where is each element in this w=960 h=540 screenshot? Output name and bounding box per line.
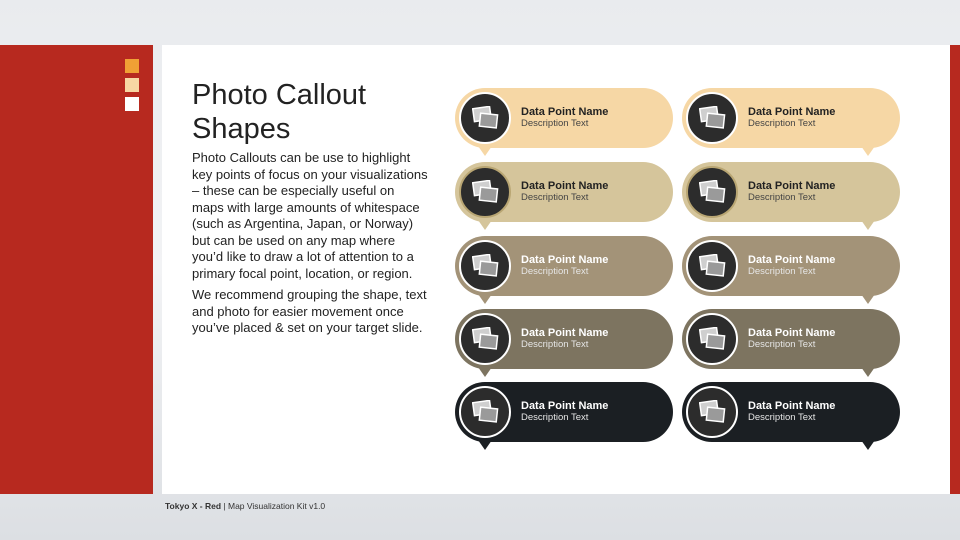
callout-tail xyxy=(478,146,492,156)
body-paragraph-2: We recommend grouping the shape, text and photo for easier movement once you’ve placed & set on your target slide. xyxy=(192,287,427,335)
callout-2[interactable] xyxy=(455,162,673,222)
photo-icon xyxy=(459,240,511,292)
data-point-name: Data Point Name xyxy=(521,180,609,192)
description-text: Description Text xyxy=(521,412,589,423)
data-point-name: Data Point Name xyxy=(748,254,836,266)
photo-icon xyxy=(459,313,511,365)
photo-icon xyxy=(686,92,738,144)
photo-icon xyxy=(686,240,738,292)
callout-9[interactable] xyxy=(682,309,900,369)
data-point-name: Data Point Name xyxy=(748,327,836,339)
footer-brand: Tokyo X - Red xyxy=(165,501,222,511)
callout-10[interactable] xyxy=(682,382,900,442)
footer-separator: | xyxy=(221,501,228,511)
title-line-1: Photo Callout xyxy=(192,79,367,111)
description-text: Description Text xyxy=(748,118,816,129)
data-point-name: Data Point Name xyxy=(748,106,836,118)
body-paragraph-1: Photo Callouts can be use to highlight key points of focus on your visualizations – these can be especially useful on maps with large amounts of whitespace (such as Argentina, Japan, or Norway) but can be used on any map where you’d like to draw a lot of attention to a primary focal point, location, or region. xyxy=(192,150,428,281)
description-text: Description Text xyxy=(748,339,816,350)
callout-tail xyxy=(861,367,875,377)
left-red-bar xyxy=(0,45,153,494)
callout-tail xyxy=(478,294,492,304)
description-text: Description Text xyxy=(748,192,816,203)
callout-tail xyxy=(861,440,875,450)
photo-icon xyxy=(459,386,511,438)
callout-6[interactable] xyxy=(682,88,900,148)
callout-3[interactable] xyxy=(455,236,673,296)
description-text: Description Text xyxy=(521,266,589,277)
data-point-name: Data Point Name xyxy=(748,400,836,412)
callout-7[interactable] xyxy=(682,162,900,222)
description-text: Description Text xyxy=(748,412,816,423)
photo-icon xyxy=(459,166,511,218)
callout-tail xyxy=(478,220,492,230)
right-red-bar xyxy=(950,45,960,494)
photo-icon xyxy=(686,386,738,438)
callout-1[interactable] xyxy=(455,88,673,148)
data-point-name: Data Point Name xyxy=(748,180,836,192)
photo-icon xyxy=(459,92,511,144)
slide-title xyxy=(192,78,442,146)
callout-tail xyxy=(861,146,875,156)
data-point-name: Data Point Name xyxy=(521,327,609,339)
callout-8[interactable] xyxy=(682,236,900,296)
accent-square-peach xyxy=(125,78,139,92)
footer-kit: Map Visualization Kit v1.0 xyxy=(227,501,326,511)
photo-icon xyxy=(686,166,738,218)
callout-tail xyxy=(861,220,875,230)
callout-5[interactable] xyxy=(455,382,673,442)
description-text: Description Text xyxy=(521,118,589,129)
callout-4[interactable] xyxy=(455,309,673,369)
data-point-name: Data Point Name xyxy=(521,400,609,412)
title-line-2: Shapes xyxy=(192,113,291,145)
description-text: Description Text xyxy=(521,339,589,350)
callout-tail xyxy=(478,367,492,377)
photo-icon xyxy=(686,313,738,365)
callout-tail xyxy=(861,294,875,304)
data-point-name: Data Point Name xyxy=(521,106,609,118)
description-text: Description Text xyxy=(748,266,816,277)
footer xyxy=(165,501,325,511)
accent-square-orange xyxy=(125,59,139,73)
callout-tail xyxy=(478,440,492,450)
data-point-name: Data Point Name xyxy=(521,254,609,266)
accent-square-white xyxy=(125,97,139,111)
description-text: Description Text xyxy=(521,192,589,203)
